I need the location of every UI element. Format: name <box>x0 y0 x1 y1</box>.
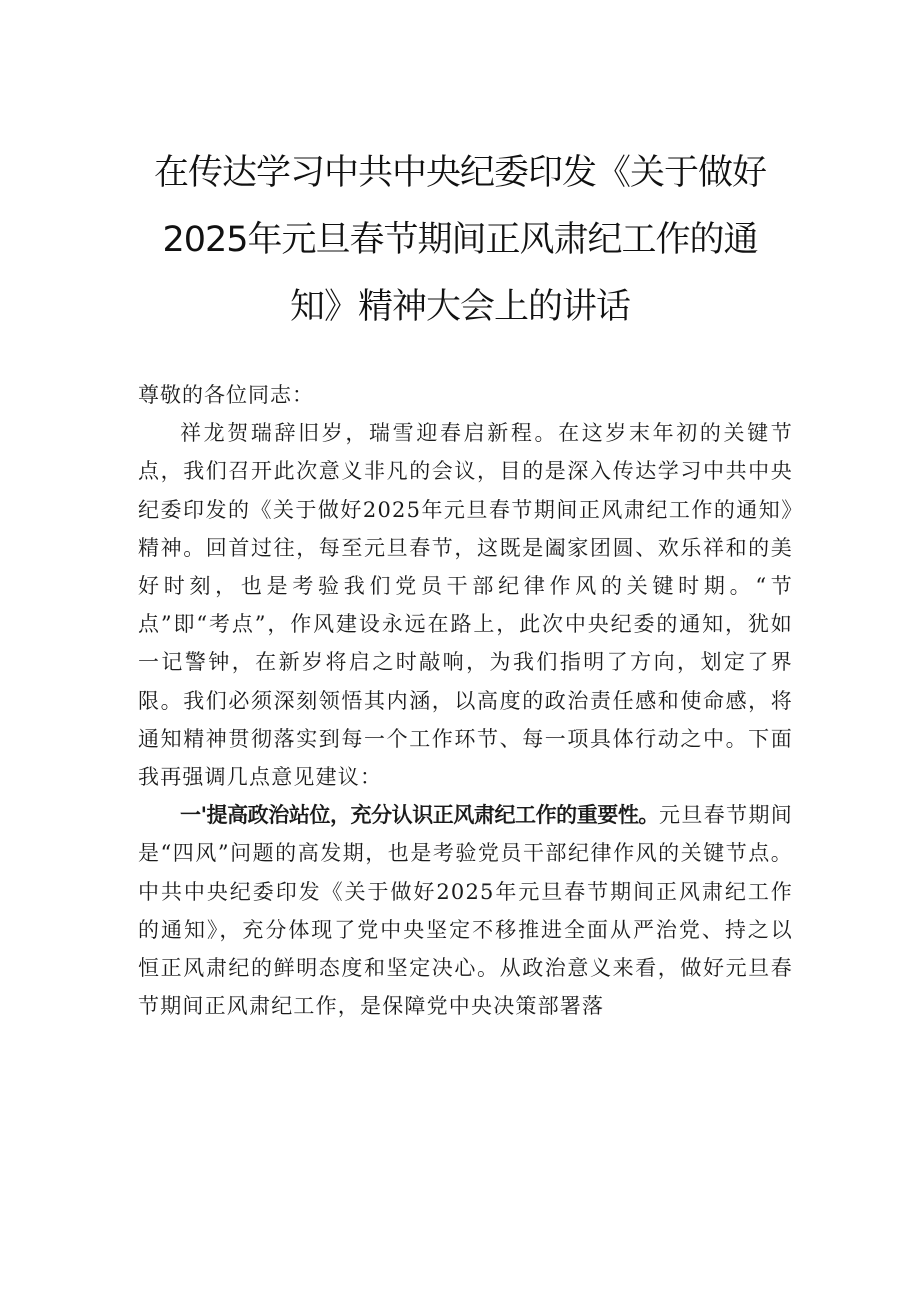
document-body <box>138 376 793 1025</box>
salutation: 尊敬的各位同志： <box>138 383 314 407</box>
paragraph-intro: 祥龙贺瑞辞旧岁，瑞雪迎春启新程。在这岁末年初的关键节点，我们召开此次意义非凡的会议，目的是深入传达学习中共中央纪委印发的《关于做好2025年元旦春节期间正风肃纪工作的通知》精神。回首过往，每至元旦春节，这既是阖家团圆、欢乐祥和的美好时刻，也是考验我们党员干部纪律作风的关键时期。“节点”即“考点”，作风建设永远在路上，此次中央纪委的通知，犹如一记警钟，在新岁将启之时敲响，为我们指明了方向，划定了界限。我们必须深刻领悟其内涵，以高度的政治责任感和使命感，将通知精神贯彻落实到每一个工作环节、每一项具体行动之中。下面我再强调几点意见建议： <box>138 421 793 790</box>
section-1-heading: 一'提高政治站位，充分认识正风肃纪工作的重要性。 <box>180 803 659 828</box>
document-title <box>120 140 800 341</box>
paragraph-section-1 <box>138 796 793 1025</box>
title-line-3: 知》精神大会上的讲话 <box>289 287 630 327</box>
title-line-2: 2025年元旦春节期间正风肃纪工作的通 <box>162 220 758 260</box>
section-1-text: 元旦春节期间是“四风”问题的高发期，也是考验党员干部纪律作风的关键节点。中共中央纪委印发《关于做好2025年元旦春节期间正风肃纪工作的通知》，充分体现了党中央坚定不移推进全面从严治党、持之以恒正风肃纪的鲜明态度和坚定决心。从政治意义来看，做好元旦春节期间正风肃纪工作，是保障党中央决策部署落 <box>138 803 794 1019</box>
title-line-1: 在传达学习中共中央纪委印发《关于做好 <box>153 153 766 193</box>
